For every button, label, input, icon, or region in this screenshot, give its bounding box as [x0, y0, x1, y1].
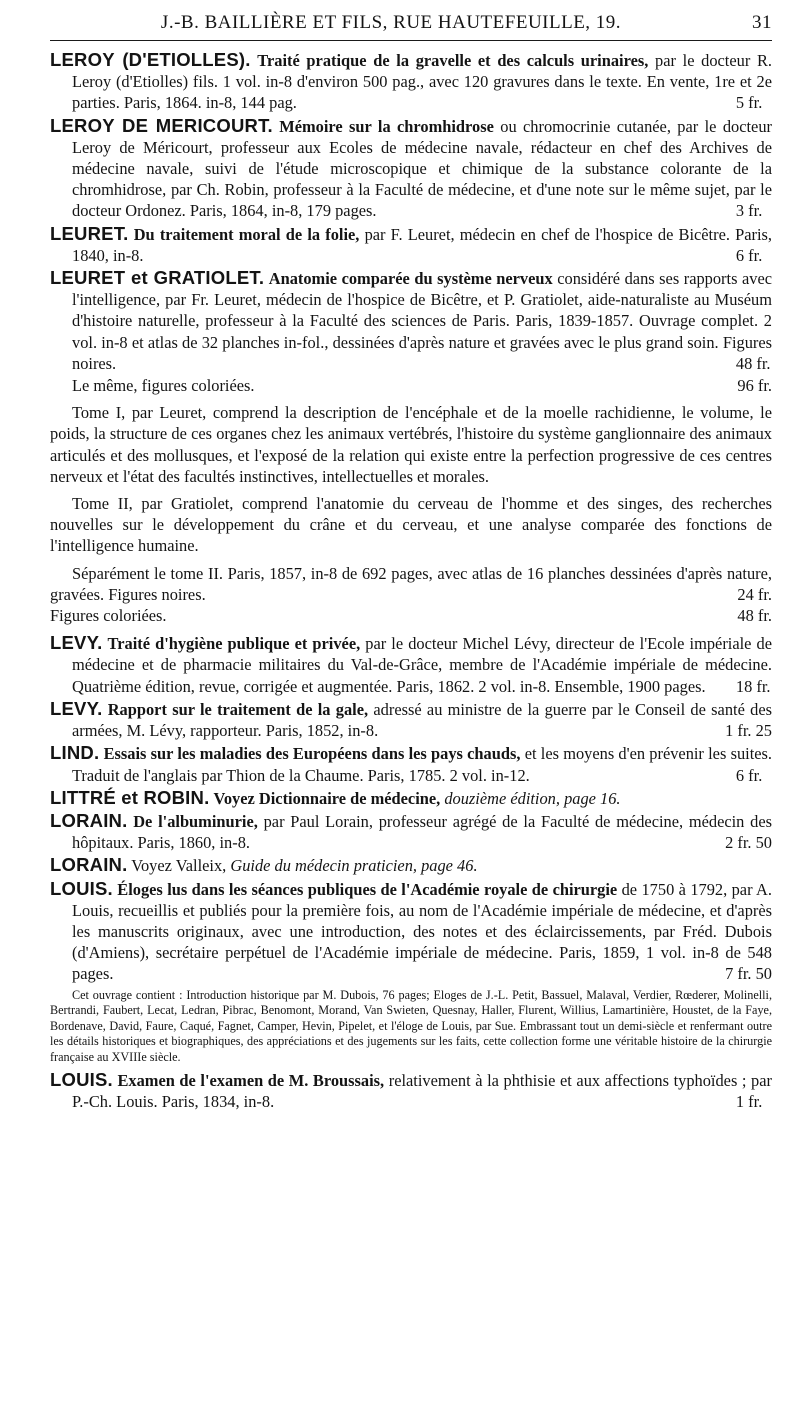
entry-description: relativement à la phthisie et aux affections typhoïdes ; par P.-Ch. Louis. Paris, 1834, in-8.	[72, 1071, 772, 1112]
author-name: LORAIN.	[50, 854, 128, 876]
catalogue-page	[50, 0, 772, 1113]
author-name: LEURET et GRATIOLET.	[50, 267, 265, 289]
entry-description: par le docteur R. Leroy (d'Etiolles) fils. 1 vol. in-8 d'environ 500 pag., avec 120 gravures dans le texte. En vente, 1re et 2e parties. Paris, 1864. in-8, 144 pag.	[72, 51, 773, 113]
book-title: Éloges lus dans les séances publiques de l'Académie royale de chirurgie	[117, 879, 618, 899]
author-name: LEURET.	[50, 222, 129, 244]
author-name: LIND.	[50, 742, 100, 764]
book-title: Du traitement moral de la folie,	[133, 224, 360, 244]
book-title: Anatomie comparée du système nerveux	[268, 269, 553, 289]
entry-lorain-valleix	[50, 854, 772, 876]
entry-leuret	[50, 223, 772, 266]
variant-line	[50, 375, 772, 396]
entry-louis-examen	[50, 1069, 772, 1112]
entry-price: 1 fr.	[735, 1092, 763, 1112]
entry-price: 2 fr. 50	[725, 833, 772, 853]
separate-price: 24 fr.	[737, 584, 772, 604]
entry-littre-robin	[50, 787, 772, 809]
author-name: LEVY.	[50, 697, 103, 719]
entry-description: douzième édition, page 16.	[444, 788, 621, 808]
entry-description: par F. Leuret, médecin en chef de l'hospice de Bicêtre. Paris, 1840, in-8.	[72, 224, 772, 265]
book-title: Voyez Dictionnaire de médecine,	[213, 788, 441, 808]
author-name: LEVY.	[50, 632, 103, 654]
entry-description: par le docteur Michel Lévy, directeur de l'Ecole impériale de médecine et de pharmacie militaires du Val-de-Grâce, membre de l'Académie impériale de médecine. Quatrième édition, revue, corrigée et augmentée. Paris, 1862. 2 vol. in-8. Ensemble, 1900 pages.	[72, 634, 772, 696]
entry-price: 48 fr.	[735, 353, 771, 373]
author-name: LORAIN.	[50, 809, 128, 831]
book-title: Voyez Valleix,	[131, 856, 227, 876]
entry-levy-hygiene	[50, 632, 772, 697]
entry-price: 6 fr.	[735, 245, 763, 265]
description-paragraph: Tome II, par Gratiolet, comprend l'anatomie du cerveau de l'homme et des singes, des recherches nouvelles sur le développement du crâne et du cerveau, et une analyse comparée des fonctions de l'intelligence humaine.	[50, 494, 772, 556]
entry-description: et les moyens d'en prévenir les suites. Traduit de l'anglais par Thion de la Chaume. Paris, 1785. 2 vol. in-12.	[72, 744, 773, 785]
entry-description: Guide du médecin praticien, page 46.	[230, 856, 478, 876]
entry-description: de 1750 à 1792, par A. Louis, recueillis et publiés pour la première fois, au nom de l'Académie impériale de médecine, et d'après les manuscrits originaux, avec une introduction, des notes et des éclaircissements, par Fréd. Dubois (d'Amiens), secrétaire perpétuel de l'Académie impériale de médecine. Paris, 1859, 1 vol. in-8 de 548 pages.	[72, 879, 772, 984]
separate-volume	[50, 563, 772, 605]
author-name: LOUIS.	[50, 1069, 113, 1091]
contents-note: Cet ouvrage contient : Introduction historique par M. Dubois, 76 pages; Eloges de J.-L. Petit, Bassuel, Malaval, Verdier, Rœderer, Molinelli, Bertrandi, Faubert, Lecat, Ledran, Pibrac, Benomont, Morand, Van Swieten, Quesnay, Haller, Flurent, Willius, Lamartinière, Houstet, de la Faye, Bordenave, David, Faure, Caqué, Fagnet, Camper, Hevin, Pipelet, et l'éloge de Louis, par Sue. Embrassant tout un demi-siècle et renfermant outre les détails historiques et biographiques, des appréciations et des jugements sur les faits, cette collection forme une véritable histoire de la chirurgie française au XVIIIe siècle.	[50, 987, 772, 1064]
publisher-header: J.-B. BAILLIÈRE ET FILS, RUE HAUTEFEUILLE, 19.	[160, 12, 622, 33]
entry-levy-gale	[50, 698, 772, 741]
entry-lorain-albuminurie	[50, 810, 772, 853]
running-head	[50, 0, 772, 41]
entry-leuret-gratiolet	[50, 267, 772, 374]
book-title: Essais sur les maladies des Européens dans les pays chauds,	[103, 744, 521, 764]
entry-description: ou chromocrinie cutanée, par le docteur Leroy de Méricourt, professeur aux Ecoles de médecine navale, rédacteur en chef des Archives de médecine navale, suivi de l'étude microscopique et chimique de la substance colorante de la chromhidrose, par Ch. Robin, professeur à la Faculté de médecine, et d'une note sur le même sujet, par le docteur Ordonez. Paris, 1864, in-8, 179 pages.	[72, 116, 772, 221]
variant-label: Le même, figures coloriées.	[72, 376, 255, 396]
entry-price: 3 fr.	[735, 201, 763, 221]
entry-price: 18 fr.	[735, 676, 771, 696]
description-paragraph: Tome I, par Leuret, comprend la description de l'encéphale et de la moelle rachidienne, le volume, le poids, la structure de ces organes chez les animaux vertébrés, l'histoire du système ganglionnaire des animaux articulés et des mollusques, et l'exposé de la relation qui existe entre la perfection progressive de ces centres nerveux et l'état des facultés instinctives, intellectuelles et morales.	[50, 403, 772, 486]
entry-louis-eloges	[50, 878, 772, 985]
book-title: De l'albuminurie,	[133, 811, 258, 831]
entry-lind	[50, 742, 772, 785]
book-title: Mémoire sur la chromhidrose	[279, 116, 494, 136]
entry-price: 6 fr.	[735, 765, 763, 785]
entry-description: par Paul Lorain, professeur agrégé de la Faculté de médecine, médecin des hôpitaux. Paris, 1860, in-8.	[72, 811, 772, 853]
entry-price: 7 fr. 50	[725, 964, 772, 984]
entry-leroy-mericourt	[50, 115, 772, 222]
author-name: LEROY DE MERICOURT.	[50, 114, 273, 136]
book-title: Traité pratique de la gravelle et des calculs urinaires,	[257, 51, 649, 70]
separate-description: Séparément le tome II. Paris, 1857, in-8 de 692 pages, avec atlas de 16 planches dessinées d'après nature, gravées. Figures noires.	[50, 563, 772, 604]
entry-leroy-etiolles	[50, 49, 772, 114]
book-title: Traité d'hygiène publique et privée,	[107, 634, 361, 654]
variant-line	[50, 605, 772, 626]
catalogue-entries	[50, 49, 772, 1113]
entry-description: adressé au ministre de la guerre par le Conseil de santé des armées, M. Lévy, rapporteur. Paris, 1852, in-8.	[72, 699, 772, 741]
author-name: LEROY (D'ETIOLLES).	[50, 49, 251, 70]
variant-price: 48 fr.	[737, 606, 772, 626]
book-title: Examen de l'examen de M. Broussais,	[117, 1071, 385, 1091]
variant-price: 96 fr.	[737, 376, 772, 396]
book-title: Rapport sur le traitement de la gale,	[107, 699, 369, 719]
entry-price: 1 fr. 25	[725, 721, 772, 741]
entry-price: 5 fr.	[735, 93, 763, 113]
page-number: 31	[752, 12, 772, 33]
entry-description: considéré dans ses rapports avec l'intelligence, par Fr. Leuret, médecin de l'hospice de Bicêtre, et P. Gratiolet, aide-naturaliste au Muséum d'histoire naturelle, professeur à la Faculté des sciences de Paris. Paris, 1839-1857. Ouvrage complet. 2 vol. in-8 et atlas de 32 planches in-fol., dessinées d'après nature et gravées avec le plus grand soin. Figures noires.	[72, 269, 773, 373]
variant-label: Figures coloriées.	[50, 606, 167, 626]
author-name: LOUIS.	[50, 877, 113, 899]
author-name: LITTRÉ et ROBIN.	[50, 786, 210, 808]
